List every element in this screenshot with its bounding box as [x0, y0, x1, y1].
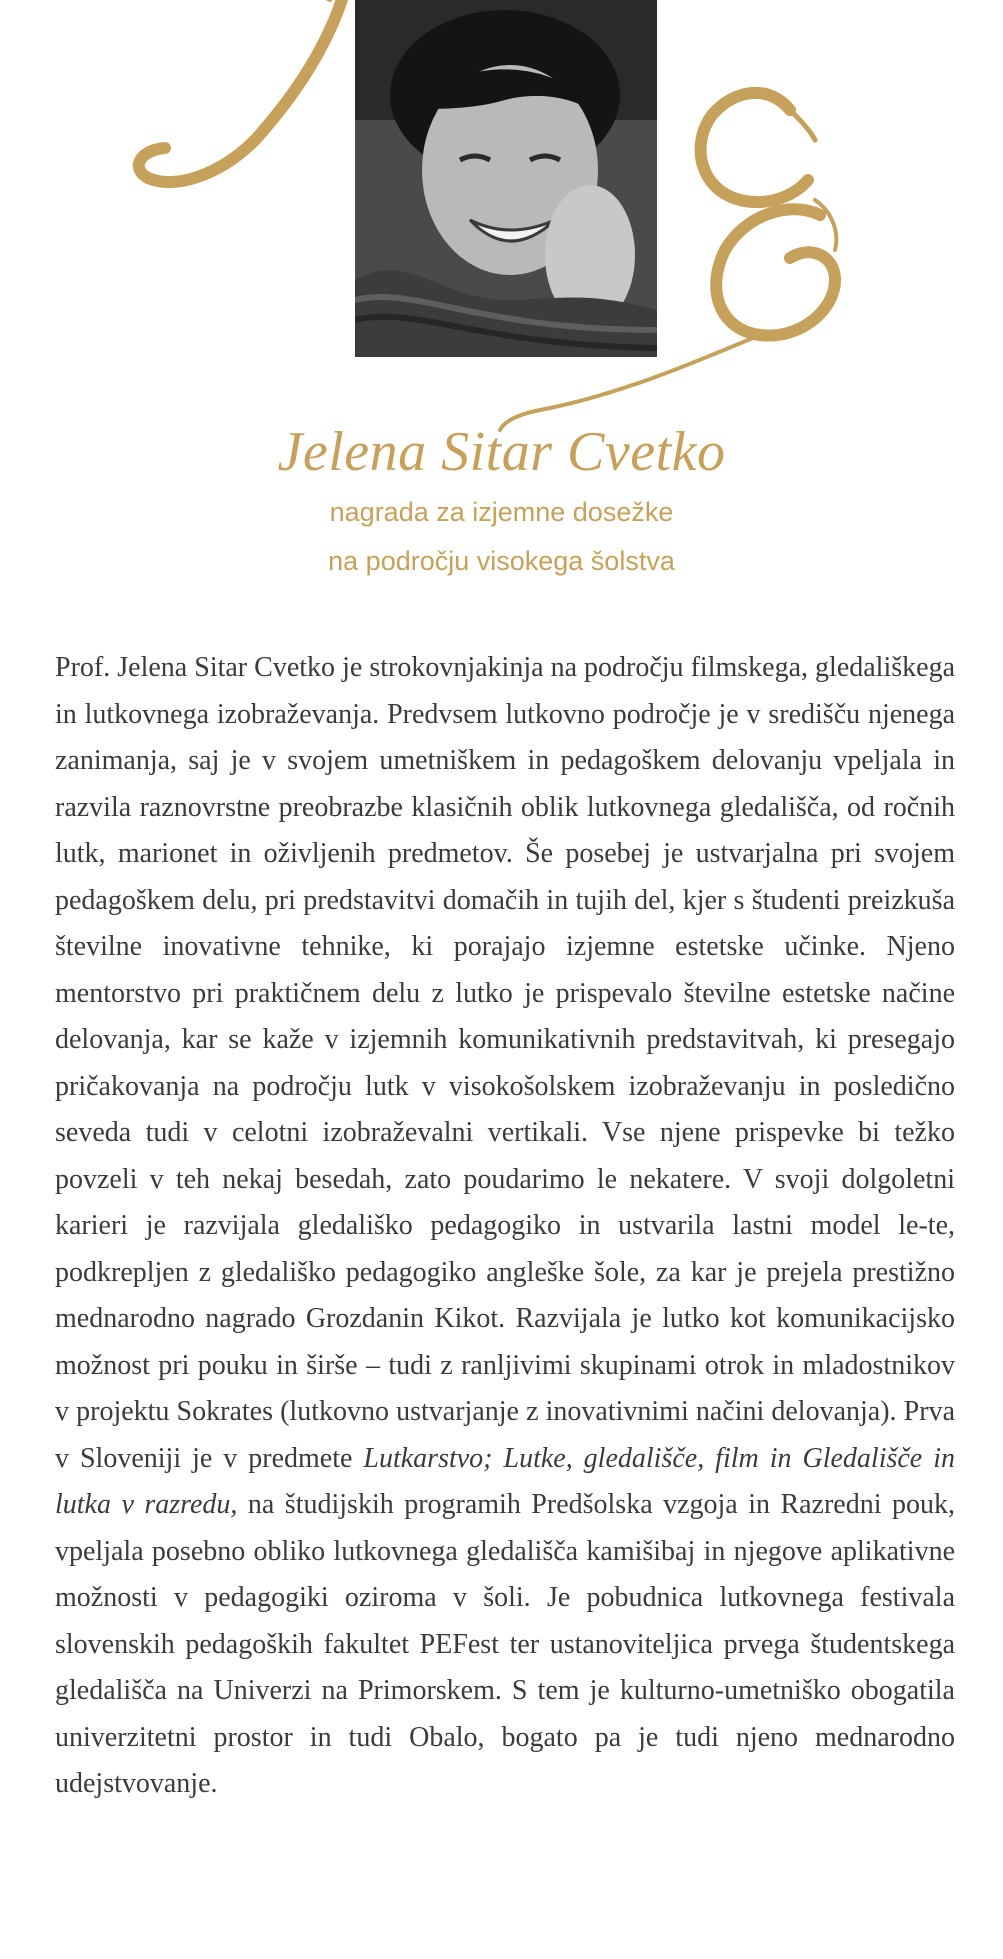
biography-text: [55, 645, 955, 1808]
biography-part2: na študijskih programih Predšolska vzgoja in Razredni pouk, vpeljala posebno obliko lutkovnega gledališča kamišibaj in njegove aplikativne možnosti v pedagogiki oziroma v šoli. Je pobudnica lutkovnega festivala slovenskih pedagoških fakultet PEFest ter ustanoviteljica prvega študentskega gledališča na Univerzi na Primorskem. S tem je kulturno-umetniško obogatila univerzitetni prostor in tudi Obalo, bogato pa je tudi njeno mednarodno udejstvovanje.: [55, 1489, 955, 1799]
biography-course-titles: Lutkarstvo; Lutke, gledališče, film in Gledališče in lutka v razredu,: [55, 1442, 955, 1520]
portrait-photo: [355, 0, 657, 357]
biography-part1: Prof. Jelena Sitar Cvetko je strokovnjakinja na področju filmskega, gledališkega in lutkovnega izobraževanja. Predvsem lutkovno področje je v središču njenega zanimanja, saj je v svojem umetniškem in pedagoškem delovanju vpeljala in razvila raznovrstne preobrazbe klasičnih oblik lutkovnega gledališča, od ročnih lutk, marionet in oživljenih predmetov. Še posebej je ustvarjalna pri svojem pedagoškem delu, pri predstavitvi domačih in tujih del, kjer s študenti preizkuša številne inovativne tehnike, ki porajajo izjemne estetske učinke. Njeno mentorstvo pri praktičnem delu z lutko je prispevalo številne estetske načine delovanja, kar se kaže v izjemnih komunikativnih predstavitvah, ki presegajo pričakovanja na področju lutk v visokošolskem izobraževanju in posledično seveda tudi v celotni izobraževalni vertikali. Vse njene prispevke bi težko povzeli v teh nekaj besedah, zato poudarimo le nekatere. V svoji dolgoletni karieri je razvijala gledališko pedagogiko in ustvarila lastni model le-te, podkrepljen z gledališko pedagogiko angleške šole, za kar je prejela prestižno mednarodno nagrado Grozdanin Kikot. Razvijala je lutko kot komunikacijsko možnost pri pouku in širše – tudi z ranljivimi skupinami otrok in mladostnikov v projektu Sokrates (lutkovno ustvarjanje z inovativnimi načini delovanja). Prva v Sloveniji je v predmete: [55, 652, 955, 1474]
awardee-name: Jelena Sitar Cvetko: [277, 421, 726, 483]
award-subtitle-line2: na področju visokega šolstva: [328, 546, 675, 576]
award-subtitle-line1: nagrada za izjemne dosežke: [329, 497, 674, 527]
